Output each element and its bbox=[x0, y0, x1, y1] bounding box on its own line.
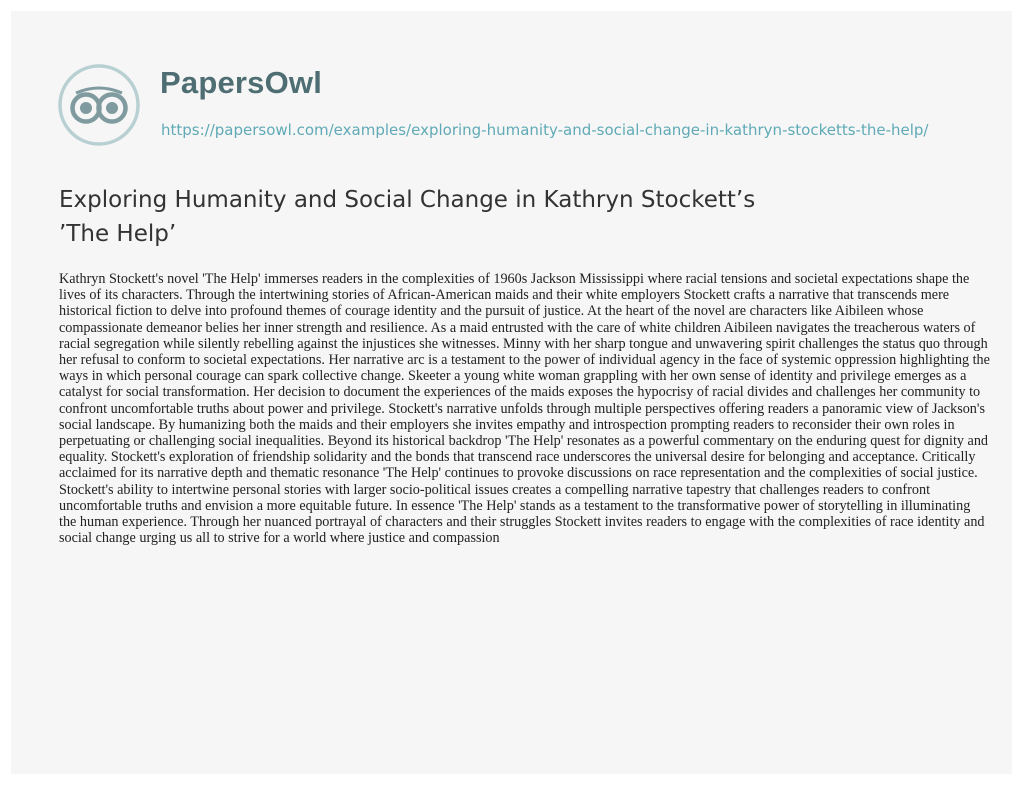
header bbox=[57, 51, 957, 171]
source-url[interactable]: https://papersowl.com/examples/exploring-humanity-and-social-change-in-kathryn-stocketts-the-help/ bbox=[161, 121, 929, 139]
owl-eyes-icon bbox=[57, 63, 141, 147]
brand-name: PapersOwl bbox=[160, 65, 323, 100]
article-body: Kathryn Stockett's novel 'The Help' immerses readers in the complexities of 1960s Jackson Mississippi where racial tensions and societal expectations shape the lives of its characters. Through the intertwining stories of African-American maids and their white employers Stockett crafts a narrative that transcends mere historical fiction to delve into profound themes of courage identity and the pursuit of justice. At the heart of the novel are characters like Aibileen whose compassionate demeanor belies her inner strength and resilience. As a maid entrusted with the care of white children Aibileen navigates the treacherous waters of racial segregation while silently rebelling against the injustices she witnesses. Minny with her sharp tongue and unwavering spirit challenges the status quo through her refusal to conform to societal expectations. Her narrative arc is a testament to the power of individual agency in the face of systemic oppression highlighting the ways in which personal courage can spark collective change. Skeeter a young white woman grappling with her own sense of identity and privilege emerges as a catalyst for social transformation. Her decision to document the experiences of the maids exposes the hypocrisy of racial divides and challenges her community to confront uncomfortable truths about power and privilege. Stockett's narrative unfolds through multiple perspectives offering readers a panoramic view of Jackson's social landscape. By humanizing both the maids and their employers she invites empathy and introspection prompting readers to reconsider their own roles in perpetuating or challenging social inequalities. Beyond its historical backdrop 'The Help' resonates as a powerful commentary on the enduring quest for dignity and equality. Stockett's exploration of friendship solidarity and the bonds that transcend race underscores the universal desire for belonging and acceptance. Critically acclaimed for its narrative depth and thematic resonance 'The Help' continues to provoke discussions on race representation and the complexities of social justice. Stockett's ability to intertwine personal stories with larger socio-political issues creates a compelling narrative tapestry that challenges readers to confront uncomfortable truths and envision a more equitable future. In essence 'The Help' stands as a testament to the transformative power of storytelling in illuminating the human experience. Through her nuanced portrayal of characters and their struggles Stockett invites readers to engage with the complexities of race identity and social change urging us all to strive for a world where justice and compassion bbox=[59, 271, 990, 547]
article-title: Exploring Humanity and Social Change in Kathryn Stockett’s ’The Help’ bbox=[59, 187, 756, 247]
document-page bbox=[11, 11, 1012, 774]
